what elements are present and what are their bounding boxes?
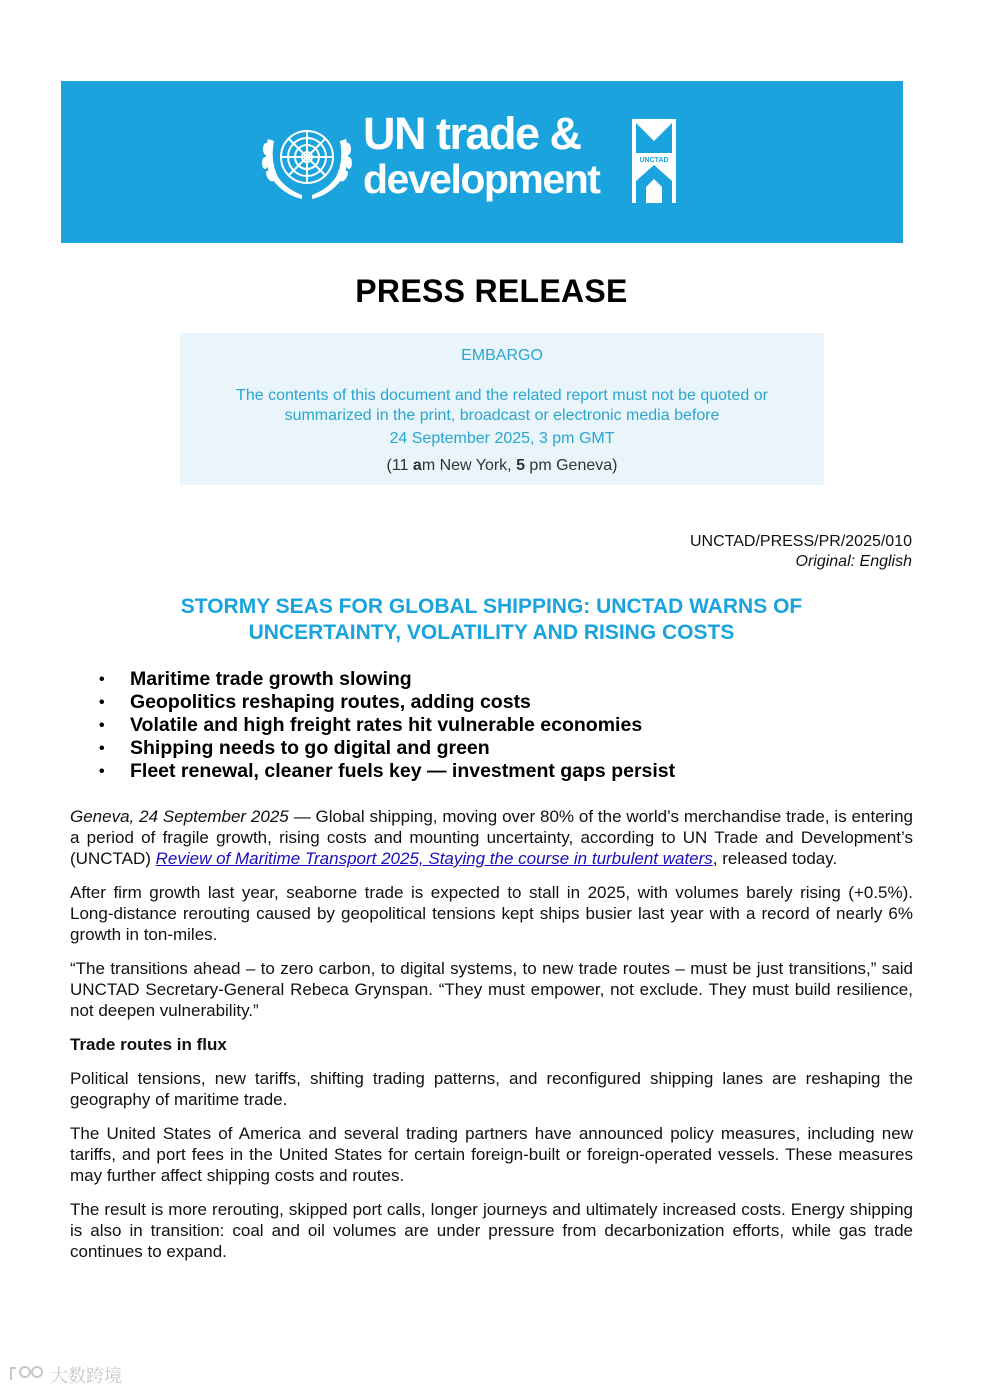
reference-code: UNCTAD/PRESS/PR/2025/010 — [689, 533, 912, 550]
brand-wordmark — [363, 108, 600, 202]
embargo-local-times: (11 am New York, 5 pm Geneva) — [386, 457, 618, 474]
paragraph-quote: “The transitions ahead – to zero carbon, to digital systems, to new trade routes – must be just transitions,” said UNCTAD Secretary-General Rebeca Grynspan. “They must empower, not exclude. They must build resilience, not deepen vulnerability.” — [70, 959, 913, 1020]
embargo-box — [180, 333, 824, 485]
list-item: • Shipping needs to go digital and green — [97, 737, 675, 760]
watermark-text: 大数跨境 — [50, 1366, 122, 1387]
paragraph: Political tensions, new tariffs, shifting trading patterns, and reconfigured shipping lanes are reshaping the geography of maritime trade. — [70, 1069, 913, 1109]
headline: STORMY SEAS FOR GLOBAL SHIPPING: UNCTAD WARNS OF UNCERTAINTY, VOLATILITY AND RISING COSTS — [180, 595, 803, 644]
key-points-list — [97, 668, 675, 783]
unctad-mark-text: UNCTAD — [639, 157, 669, 164]
original-language: Original: English — [795, 553, 912, 570]
section-heading: Trade routes in flux — [70, 1035, 227, 1054]
embargo-datetime: 24 September 2025, 3 pm GMT — [389, 430, 615, 447]
paragraph: The United States of America and several trading partners have announced policy measures, including new tariffs, and port fees in the United States for certain foreign-built or foreign-operated vessels. These measures may further affect shipping costs and routes. — [70, 1124, 913, 1185]
watermark-logo-icon — [8, 1362, 46, 1384]
report-link[interactable]: Review of Maritime Transport 2025, Staying the course in turbulent waters — [155, 849, 713, 868]
header-banner — [61, 81, 903, 243]
list-item: • Volatile and high freight rates hit vulnerable economies — [97, 714, 675, 737]
list-item: • Maritime trade growth slowing — [97, 668, 675, 691]
un-emblem-icon — [258, 119, 356, 203]
paragraph-intro: Geneva, 24 September 2025 — Global shipping, moving over 80% of the world’s merchandise trade, is entering a period of fragile growth, rising costs and mounting uncertainty, according to UN Trade and Development’s (UNCTAD) Review of Maritime Transport 2025, Staying the course in turbulent waters, released today. — [70, 807, 913, 868]
watermark — [8, 1360, 128, 1386]
brand-line-1: UN trade & — [363, 108, 581, 159]
dateline: Geneva, 24 September 2025 — [70, 807, 289, 826]
document-reference — [690, 532, 912, 572]
article-body — [70, 806, 913, 1275]
paragraph: After firm growth last year, seaborne trade is expected to stall in 2025, with volumes barely rising (+0.5%). Long-distance rerouting caused by geopolitical tensions kept ships busier last year with a record of nearly 6% growth in ton-miles. — [70, 883, 913, 944]
paragraph: The result is more rerouting, skipped port calls, longer journeys and ultimately increased costs. Energy shipping is also in transition: coal and oil volumes are under pressure from decarbonization efforts, while gas trade continues to expand. — [70, 1200, 913, 1261]
embargo-label: EMBARGO — [461, 347, 543, 364]
brand-line-2: development — [363, 156, 600, 202]
list-item: • Fleet renewal, cleaner fuels key — investment gaps persist — [97, 760, 675, 783]
page-title: PRESS RELEASE — [355, 273, 628, 309]
embargo-text: The contents of this document and the related report must not be quoted or summarized in the print, broadcast or electronic media before — [236, 387, 768, 424]
list-item: • Geopolitics reshaping routes, adding costs — [97, 691, 675, 714]
unctad-logo-icon — [632, 119, 676, 203]
